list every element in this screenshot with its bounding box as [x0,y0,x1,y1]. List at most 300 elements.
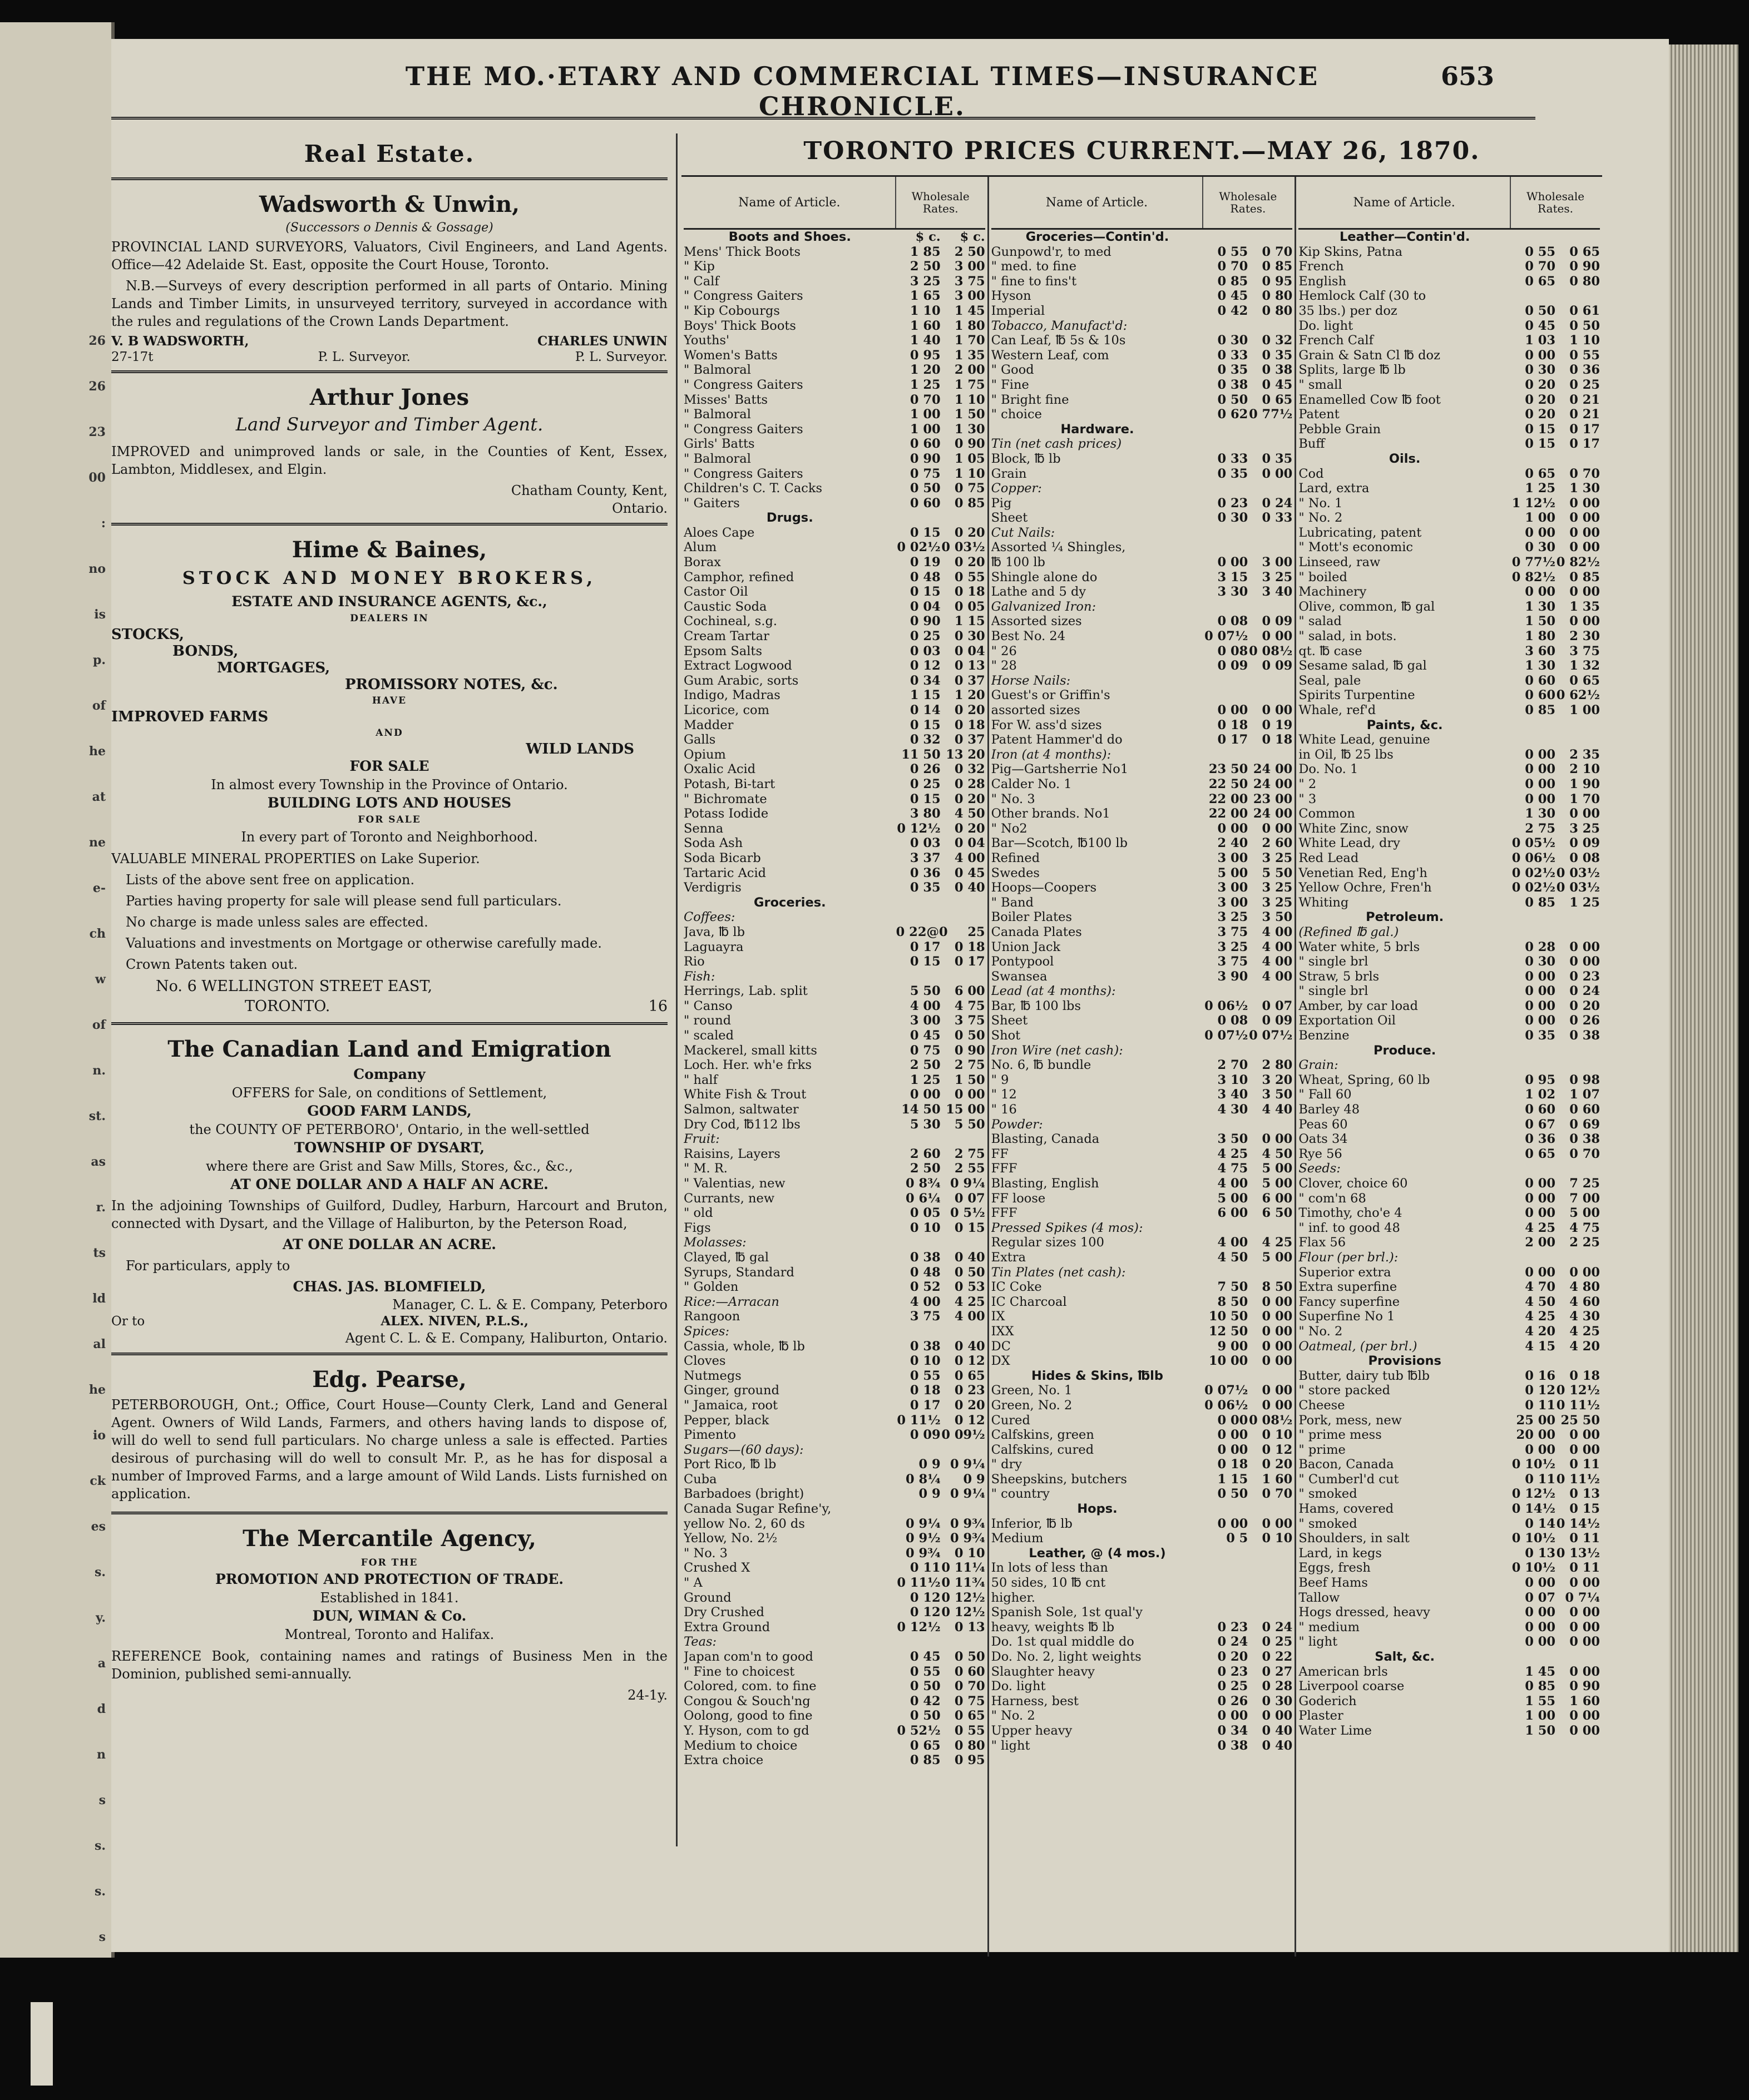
rate-low: 0 30 [1217,511,1248,526]
ad-reference: 24-1y. [628,1687,668,1703]
rate-low: 0 82½ [1511,569,1556,585]
firm-name: Arthur Jones [309,384,470,410]
rate-high: 0 08 [1569,850,1600,865]
rate-high: 5 50 [1262,865,1293,880]
price-row [684,1531,985,1546]
rate-high: 2 75 [954,1058,985,1073]
ad-reference: 16 [648,998,668,1015]
rate-high: 0 69 [1569,1117,1600,1132]
price-row [1298,1694,1600,1709]
price-row [1298,1487,1600,1502]
price-row [991,1679,1293,1694]
rate-high: 3 25 [1569,821,1600,836]
rate-high: 0 00 [1262,1324,1293,1339]
article-name: Potass Iodide [684,806,769,821]
rate-high: 0 09 [1569,836,1600,851]
rate-high: 0 5½ [950,1206,985,1221]
price-row [684,481,985,496]
ad-body: In the adjoining Townships of Guilford, Dudley, Harburn, Harcourt and Bruton, connected with Dysart, and the Village of Haliburton, by the Peterson Road, [111,1198,668,1231]
article-name: 35 lbs.) per doz [1298,303,1397,318]
price-row [684,614,985,629]
price-row [1298,866,1600,881]
rate-high: 0 24 [1569,984,1600,999]
rate-high: 0 07 [1262,998,1293,1013]
rate-high: 0 03½ [941,540,985,555]
article-name: IX [991,1309,1005,1324]
rate-high: 0 50 [1569,318,1600,333]
column-header [684,177,985,230]
article-name: Timothy, cho'e 4 [1298,1206,1402,1221]
article-name: Leather—Contin'd. [1339,230,1470,244]
section-title: Real Estate. [304,140,475,167]
rate-low: 0 15 [910,717,941,732]
rate-high: 0 40 [1262,1723,1293,1738]
article-name: IC Coke [991,1280,1042,1295]
price-row [991,1117,1293,1132]
price-row [991,1191,1293,1206]
prev-page-fragment: y. [96,1611,106,1625]
prev-page-fragment: w [95,972,106,987]
rate-low: 0 00 [1525,1619,1556,1635]
rate-high: 0 37 [954,673,985,688]
rate-low: 2 50 [910,259,941,274]
agent-role: Manager, C. L. & E. Company, Peterboro [392,1297,668,1312]
rate-low: 0 23 [1217,496,1248,511]
rate-high: 6 00 [954,984,985,999]
price-row [1298,407,1600,422]
rate-high: 0 75 [954,481,985,496]
price-row [991,851,1293,866]
rate-high: 0 05 [954,599,985,614]
rate-high: 1 75 [954,377,985,392]
rate-high: 1 10 [954,392,985,407]
rate-low: 0 24 [1217,1635,1248,1650]
rate-low: 0 12 [1525,1383,1556,1398]
rate-low: 0 50 [1217,1487,1248,1502]
price-row [684,1517,985,1532]
article-name: Ginger, ground [684,1383,780,1398]
price-row [991,658,1293,673]
rate-high: 2 35 [1569,747,1600,762]
article-name: English [1298,274,1347,289]
price-row [684,540,985,555]
article-name: " Fall 60 [1298,1087,1352,1102]
price-row [684,1235,985,1250]
rate-low: 0 36 [910,865,941,880]
article-name: Galls [684,732,716,747]
rate-high: 1 20 [954,688,985,703]
rate-low: 0 03 [910,836,941,851]
price-row [684,1576,985,1591]
rate-high: 3 25 [1262,569,1293,585]
article-name: DX [991,1354,1010,1369]
price-row [684,1679,985,1694]
rate-low: 0 38 [1217,377,1248,392]
price-row [991,880,1293,895]
article-name: Buff [1298,437,1325,452]
rate-high: 23 00 [1253,791,1293,806]
price-row [1298,1591,1600,1606]
price-row [991,1708,1293,1723]
rate-low: 4 50 [1217,1250,1248,1265]
article-name: Oxalic Acid [684,762,756,777]
article-name: Potash, Bi-tart [684,776,775,791]
article-name: Extract Logwood [684,658,792,673]
price-row [1298,555,1600,570]
rate-high: 1 45 [954,303,985,318]
article-name: Exportation Oil [1298,1013,1396,1028]
rate-high: 0 10 [1262,1531,1293,1546]
article-name: Colored, com. to fine [684,1679,817,1694]
previous-page-edge [0,22,115,1958]
rate-low: 0 00 [1525,1576,1556,1591]
article-name: Oatmeal, (per brl.) [1298,1339,1417,1354]
price-row [684,1028,985,1043]
rate-low: 0 42 [910,1693,941,1708]
article-name: " prime mess [1298,1428,1382,1443]
rate-low: 0 00 [1525,984,1556,999]
ad-line: Established in 1841. [320,1590,459,1606]
article-name: " med. to fine [991,259,1077,274]
rate-low: 1 65 [910,289,941,304]
article-name: Benzine [1298,1028,1350,1043]
price-row [991,629,1293,644]
price-row [684,1132,985,1147]
price-row [1298,880,1600,895]
rate-low: 0 45 [1525,318,1556,333]
prev-page-fragment: : [101,516,106,531]
article-name: Lard, in kegs [1298,1546,1382,1561]
article-name: Spanish Sole, 1st qual'y [991,1605,1143,1620]
rate-low: 0 00 [1525,776,1556,791]
rate-low: 14 50 [901,1102,941,1117]
rate-high: 24 00 [1253,806,1293,821]
article-name: Licorice, com [684,703,769,717]
price-row [684,1591,985,1606]
article-name: Misses' Batts [684,392,768,407]
price-row [991,1043,1293,1058]
price-row [1298,954,1600,969]
article-name: Tin Plates (net cash): [991,1265,1126,1280]
rate-high: 0 15 [1569,1502,1600,1517]
rate-high: 0 12½ [941,1590,985,1605]
article-name: Syrups, Standard [684,1265,794,1280]
rate-high: 0 50 [954,1650,985,1664]
price-row [684,658,985,673]
article-name: Petroleum. [1366,910,1444,925]
price-row [684,673,985,689]
rate-low: 0 07½ [1204,629,1248,644]
price-row [1298,1221,1600,1236]
price-row [991,289,1293,304]
rate-low: 0 15 [1525,422,1556,437]
rate-low: 7 50 [1217,1280,1248,1295]
rate-high: 3 75 [1569,643,1600,658]
rate-low: 0 00 [1525,1191,1556,1206]
rate-low: 22 50 [1208,776,1248,791]
rate-low: 0 25 [910,776,941,791]
price-row [1298,437,1600,452]
rate-low: 0 07 [1525,1590,1556,1605]
article-name: In lots of less than [991,1561,1108,1576]
ad-note: N.B.—Surveys of every description performed in all parts of Ontario. Mining Lands and Timber Limits, in unsurveyed territory, surveyed in accordance with the rules and regulations of the Crown Lands Department. [111,278,668,329]
article-name: Goderich [1298,1693,1357,1708]
price-section-heading [684,895,985,910]
prev-page-fragment: s [98,1930,106,1944]
column-header [991,177,1293,230]
price-row [684,806,985,821]
article-name: " Canso [684,998,733,1013]
price-row [991,1339,1293,1354]
rate-high: 3 20 [1262,1072,1293,1087]
article-name: White Lead, dry [1298,836,1400,851]
rate-high: 0 03½ [1556,865,1600,880]
price-row [991,777,1293,792]
article-name: Nutmegs [684,1368,742,1383]
rate-low: 0 00 [1525,1635,1556,1650]
article-name: Medium [991,1531,1044,1546]
price-row [684,925,985,940]
article-name: " 9 [991,1072,1009,1087]
article-name: " 2 [1298,776,1317,791]
rate-low: 1 50 [1525,1723,1556,1738]
prev-page-fragment: 00 [88,470,106,485]
article-name: " fine to fins't [991,274,1077,289]
article-name: " 26 [991,643,1017,658]
hime-baines-ad [111,523,668,1022]
article-name: Calfskins, green [991,1428,1094,1443]
rate-low: 0 42 [1217,303,1248,318]
article-name: " Calf [684,274,719,289]
article-name: For W. ass'd sizes [991,717,1102,732]
rate-high: 0 65 [1569,673,1600,688]
rate-high: 0 27 [1262,1664,1293,1679]
article-name: Guest's or Griffin's [991,688,1110,703]
article-name: Cuba [684,1472,717,1487]
rate-low: 8 50 [1217,1294,1248,1309]
rate-low: 0 12 [910,1605,941,1620]
article-name: Spices: [684,1324,730,1339]
rate-low: 1 25 [910,1072,941,1087]
prev-page-fragment: ld [92,1291,106,1306]
rate-low: 6 00 [1217,1206,1248,1221]
price-section-heading [1298,718,1600,733]
rate-high: 0 09 [1262,658,1293,673]
prev-page-fragment: of [92,1018,106,1032]
price-row [991,467,1293,482]
rate-low: 0 35 [1217,466,1248,481]
price-row [684,1546,985,1561]
rate-low: 0 48 [910,569,941,585]
article-name: Cochineal, s.g. [684,614,778,629]
rate-low: 0 77½ [1511,555,1556,570]
rate-high: 0 9¼ [950,1487,985,1502]
prev-page-fragment: ck [90,1474,106,1488]
rate-high: 6 50 [1262,1206,1293,1221]
rate-high: 1 35 [1569,599,1600,614]
article-name: Iron (at 4 months): [991,747,1111,762]
prev-page-fragment: d [97,1702,106,1716]
article-name: " Kip Cobourgs [684,303,780,318]
agent-name: CHAS. JAS. BLOMFIELD, [293,1279,486,1295]
rate-low: 10 50 [1208,1309,1248,1324]
article-name: Sheet [991,511,1028,526]
rate-low: 0 00 [1217,1428,1248,1443]
price-row [684,600,985,615]
rate-high: 0 77½ [1249,407,1293,422]
price-section-heading [991,1502,1293,1517]
rate-high: 0 19 [1262,717,1293,732]
article-name: Patent Hammer'd do [991,732,1123,747]
price-row [684,570,985,585]
price-row [684,1117,985,1132]
article-name: Coffees: [684,910,735,925]
article-name: " No. 2 [1298,511,1343,526]
ad-body: Lists of the above sent free on application. [126,872,415,888]
article-name: Mackerel, small kitts [684,1043,817,1058]
article-name: FF loose [991,1191,1046,1206]
rate-high: 0 20 [954,1398,985,1413]
article-name: Barbadoes (bright) [684,1487,804,1502]
rate-high: 0 65 [1569,244,1600,259]
price-row [991,511,1293,526]
article-name: Cloves [684,1354,726,1369]
price-row [684,1013,985,1028]
price-row [1298,1161,1600,1176]
pearse-ad [111,1353,668,1512]
article-name: Alum [684,540,717,555]
rate-low: 0 02½ [1511,865,1556,880]
rate-low: 0 19 [910,555,941,570]
agent-row [111,1314,668,1329]
rate-high: 2 60 [1262,836,1293,851]
article-name: Japan com'n to good [684,1650,813,1664]
rate-low: 0 50 [910,1708,941,1723]
rate-low: 0 15 [1525,437,1556,452]
rate-high: 4 25 [954,1294,985,1309]
rate-high: 6 00 [1262,1191,1293,1206]
article-name: Do. No. 1 [1298,762,1358,777]
rate-low: 0 50 [1217,392,1248,407]
rate-low: 0 12½ [897,1619,941,1635]
rate-low: 0 55 [910,1664,941,1679]
rate-high: 0 26 [1569,1013,1600,1028]
rate-low: 0 60 [1525,673,1556,688]
article-name: Barley 48 [1298,1102,1360,1117]
article-name: Borax [684,555,721,570]
rate-low: 0 00 [1217,1516,1248,1531]
price-row [684,984,985,999]
article-name: Bacon, Canada [1298,1457,1394,1472]
article-name: Common [1298,806,1355,821]
name-header: Name of Article. [991,177,1204,228]
rate-high: 0 00 [1569,1619,1600,1635]
rate-low: 3 75 [1217,954,1248,969]
price-row [991,1428,1293,1443]
price-row [991,1591,1293,1606]
article-name: Horse Nails: [991,673,1071,688]
price-row [684,378,985,393]
article-name: Epsom Salts [684,643,763,658]
rate-low: 4 70 [1525,1280,1556,1295]
price-row [684,821,985,836]
price-row [991,792,1293,807]
rate-low: 0 95 [910,348,941,363]
rate-low: 4 00 [910,1294,941,1309]
rate-high: 0 00 [1569,806,1600,821]
rate-low: 0 06½ [1204,1398,1248,1413]
price-row [1298,999,1600,1014]
price-row [684,319,985,334]
rate-high: 0 9¼ [950,1457,985,1472]
rate-high: 0 11 [1569,1561,1600,1576]
price-row [684,452,985,467]
article-name: Lubricating, patent [1298,525,1422,540]
price-row [991,570,1293,585]
prev-page-fragment: he [89,744,106,759]
signature-name: V. B WADSWORTH, [111,334,249,349]
article-name: Produce. [1373,1043,1436,1058]
rate-high: 0 09½ [941,1428,985,1443]
article-name: Cut Nails: [991,525,1055,540]
price-row [991,1235,1293,1250]
rate-high: 0 11½ [1556,1398,1600,1413]
rate-high: 0 00 [1569,1265,1600,1280]
price-row [1298,1058,1600,1073]
rate-high: 0 08½ [1249,1413,1293,1428]
rate-high: 0 00 [1262,466,1293,481]
price-row [684,1295,985,1310]
rate-high: 4 25 [1262,1235,1293,1250]
article-name: Can Leaf, ℔ 5s & 10s [991,333,1126,348]
rate-high: 13 20 [946,747,985,762]
rate-high: 0 9¼ [950,1176,985,1191]
article-name: Green, No. 1 [991,1383,1073,1398]
rate-high: 0 20 [954,821,985,836]
rate-high: 0 33 [1262,511,1293,526]
article-name: Rangoon [684,1309,740,1324]
article-name: " old [684,1206,713,1221]
article-name: Grain [991,466,1027,481]
price-row [1298,1546,1600,1561]
rate-high: 0 12½ [1556,1383,1600,1398]
price-row [1298,1472,1600,1487]
prev-page-fragment: as [91,1155,106,1169]
article-name: Hardware. [1060,422,1134,437]
rate-low: 0 15 [910,585,941,600]
rate-low: 1 20 [910,363,941,378]
rate-high: 0 00 [1569,939,1600,954]
article-name: Figs [684,1220,711,1235]
rate-high: 0 9¾ [950,1531,985,1546]
article-name: Green, No. 2 [991,1398,1073,1413]
rate-low: 0 85 [1525,895,1556,910]
rate-low: 2 50 [910,1161,941,1176]
price-row [991,1635,1293,1650]
article-name: Assorted sizes [991,614,1082,629]
rate-low: 0 6¼ [906,1191,941,1206]
prev-page-fragment: es [91,1519,106,1534]
price-row [991,1176,1293,1191]
price-row [1298,1324,1600,1339]
rate-low: 0 60 [910,437,941,452]
article-name: Slaughter heavy [991,1664,1095,1679]
article-name: Shoulders, in salt [1298,1531,1410,1546]
rate-high: 0 70 [1262,244,1293,259]
article-name: Sheet [991,1013,1028,1028]
ad-line: AT ONE DOLLAR AN ACRE. [283,1236,496,1252]
agent-name: ALEX. NIVEN, P.L.S., [381,1314,528,1329]
